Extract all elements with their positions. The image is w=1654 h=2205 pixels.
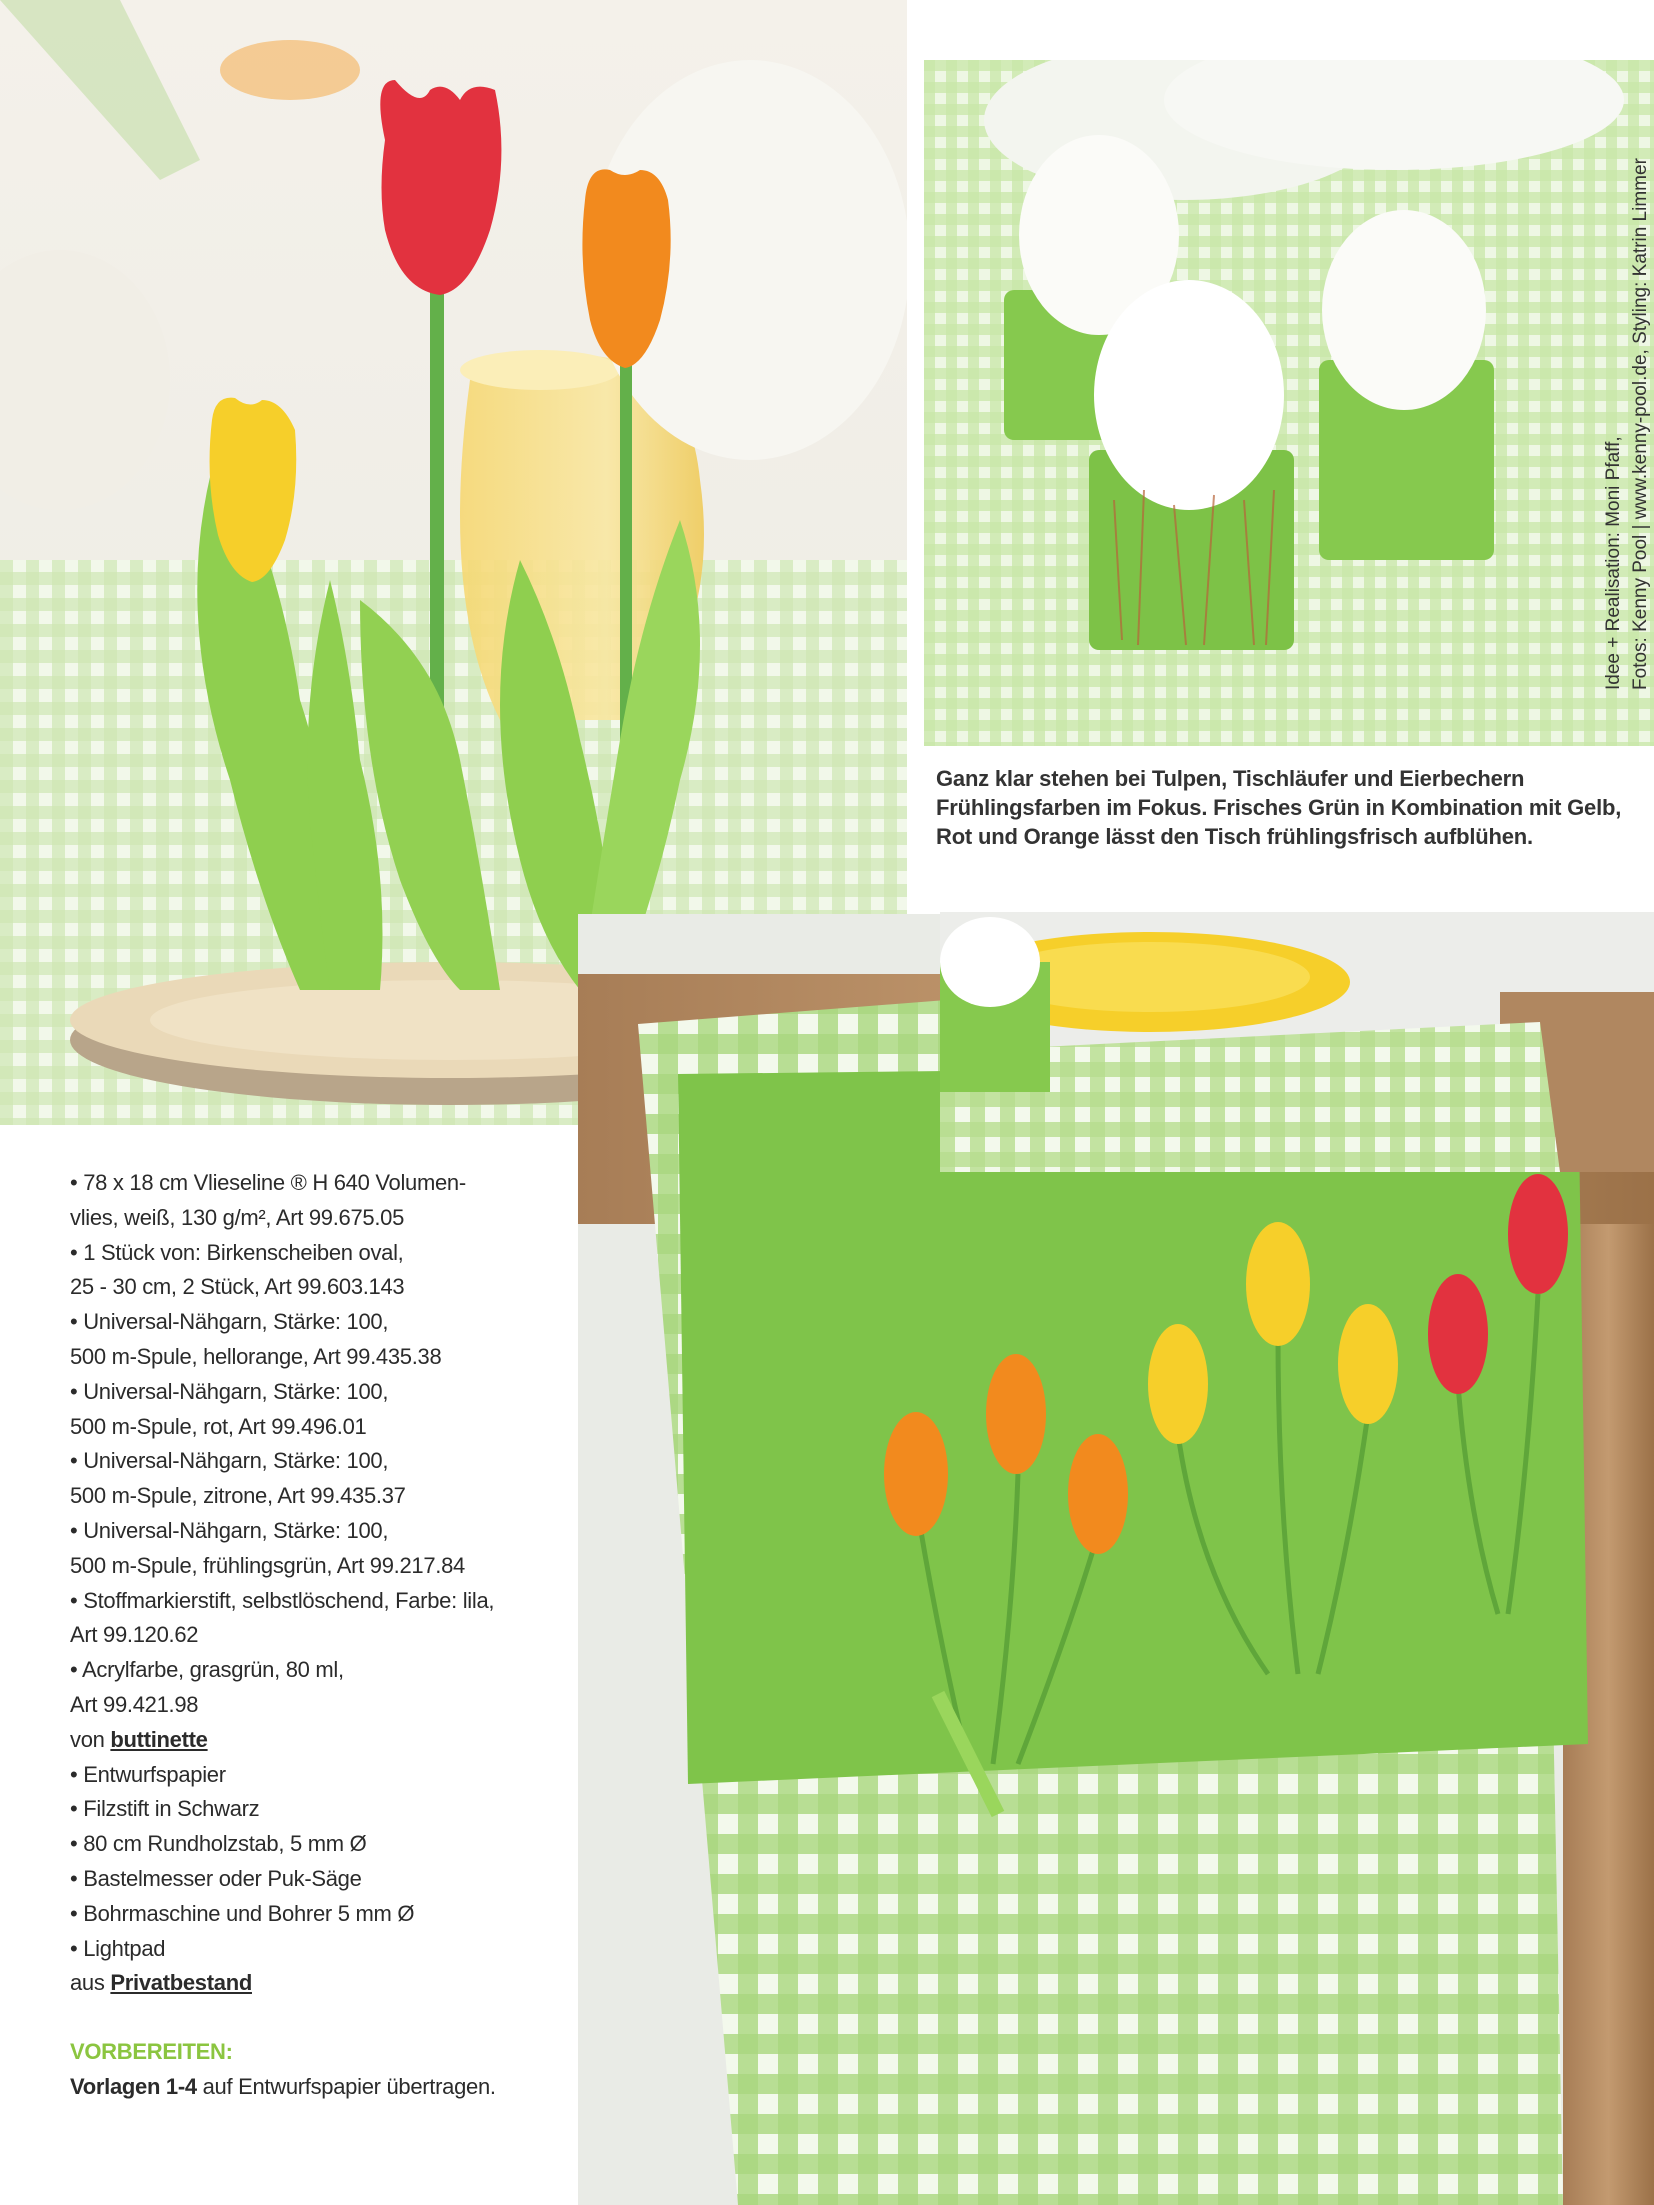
material-line: • Filzstift in Schwarz — [70, 1796, 260, 1822]
private-prefix: aus — [70, 1970, 105, 1996]
material-line: 500 m-Spule, zitrone, Art 99.435.37 — [70, 1483, 406, 1509]
materials-list — [70, 1166, 570, 2105]
credit-line-idea: Idee + Realisation: Moni Pfaff, — [1603, 436, 1624, 690]
prepare-heading: VORBEREITEN: — [70, 2039, 233, 2065]
material-line: 500 m-Spule, rot, Art 99.496.01 — [70, 1413, 367, 1439]
private-items — [70, 1758, 570, 1967]
material-line: • Universal-Nähgarn, Stärke: 100, — [70, 1517, 389, 1543]
buttinette-items — [70, 1166, 570, 1723]
material-line: Art 99.421.98 — [70, 1691, 199, 1717]
material-line: • Universal-Nähgarn, Stärke: 100, — [70, 1378, 389, 1404]
prepare-templates: Vorlagen 1-4 — [70, 2073, 197, 2099]
material-line: 500 m-Spule, frühlingsgrün, Art 99.217.84 — [70, 1552, 465, 1578]
material-line: • Bohrmaschine und Bohrer 5 mm Ø — [70, 1900, 415, 1926]
supplier-private: Privatbestand — [110, 1970, 252, 1996]
photo-caption: Ganz klar stehen bei Tulpen, Tischläufer und Eierbechern Frühlingsfarben im Fokus. Frisches Grün in Kombination mit Gelb, Rot und Orange lässt den Tisch frühlingsfrisch aufblühen. — [936, 766, 1622, 849]
material-line: • 80 cm Rundholzstab, 5 mm Ø — [70, 1831, 367, 1857]
prepare-instruction — [70, 2070, 570, 2105]
material-line: • Stoffmarkierstift, selbstlöschend, Farbe: lila, — [70, 1587, 495, 1613]
material-line: • 78 x 18 cm Vlieseline ® H 640 Volumen- — [70, 1170, 466, 1195]
material-line: • Acrylfarbe, grasgrün, 80 ml, — [70, 1657, 344, 1683]
material-line: • Bastelmesser oder Puk-Säge — [70, 1865, 362, 1891]
material-line: 25 - 30 cm, 2 Stück, Art 99.603.143 — [70, 1274, 405, 1300]
material-line: Art 99.120.62 — [70, 1622, 199, 1648]
material-line: • Universal-Nähgarn, Stärke: 100, — [70, 1309, 389, 1335]
material-line: 500 m-Spule, hellorange, Art 99.435.38 — [70, 1343, 442, 1369]
credit-line-photos: Fotos: Kenny Pool | www.kenny-pool.de, Styling: Katrin Limmer — [1630, 158, 1651, 690]
supplier-prefix: von — [70, 1726, 105, 1752]
material-line: vlies, weiß, 130 g/m², Art 99.675.05 — [70, 1204, 405, 1230]
material-line: • Lightpad — [70, 1935, 166, 1961]
material-line: • Universal-Nähgarn, Stärke: 100, — [70, 1448, 389, 1474]
prepare-text: auf Entwurfspapier übertragen. — [196, 2073, 496, 2099]
material-line: • 1 Stück von: Birkenscheiben oval, — [70, 1239, 404, 1265]
photo-credit — [1600, 50, 1654, 690]
private-supplier-line — [70, 1966, 570, 2001]
supplier-buttinette: buttinette — [110, 1726, 208, 1752]
buttinette-supplier-line — [70, 1723, 570, 1758]
photo-table-runner-top — [940, 912, 1654, 1172]
material-line: • Entwurfspapier — [70, 1761, 226, 1787]
photo-egg-cups — [924, 60, 1654, 746]
